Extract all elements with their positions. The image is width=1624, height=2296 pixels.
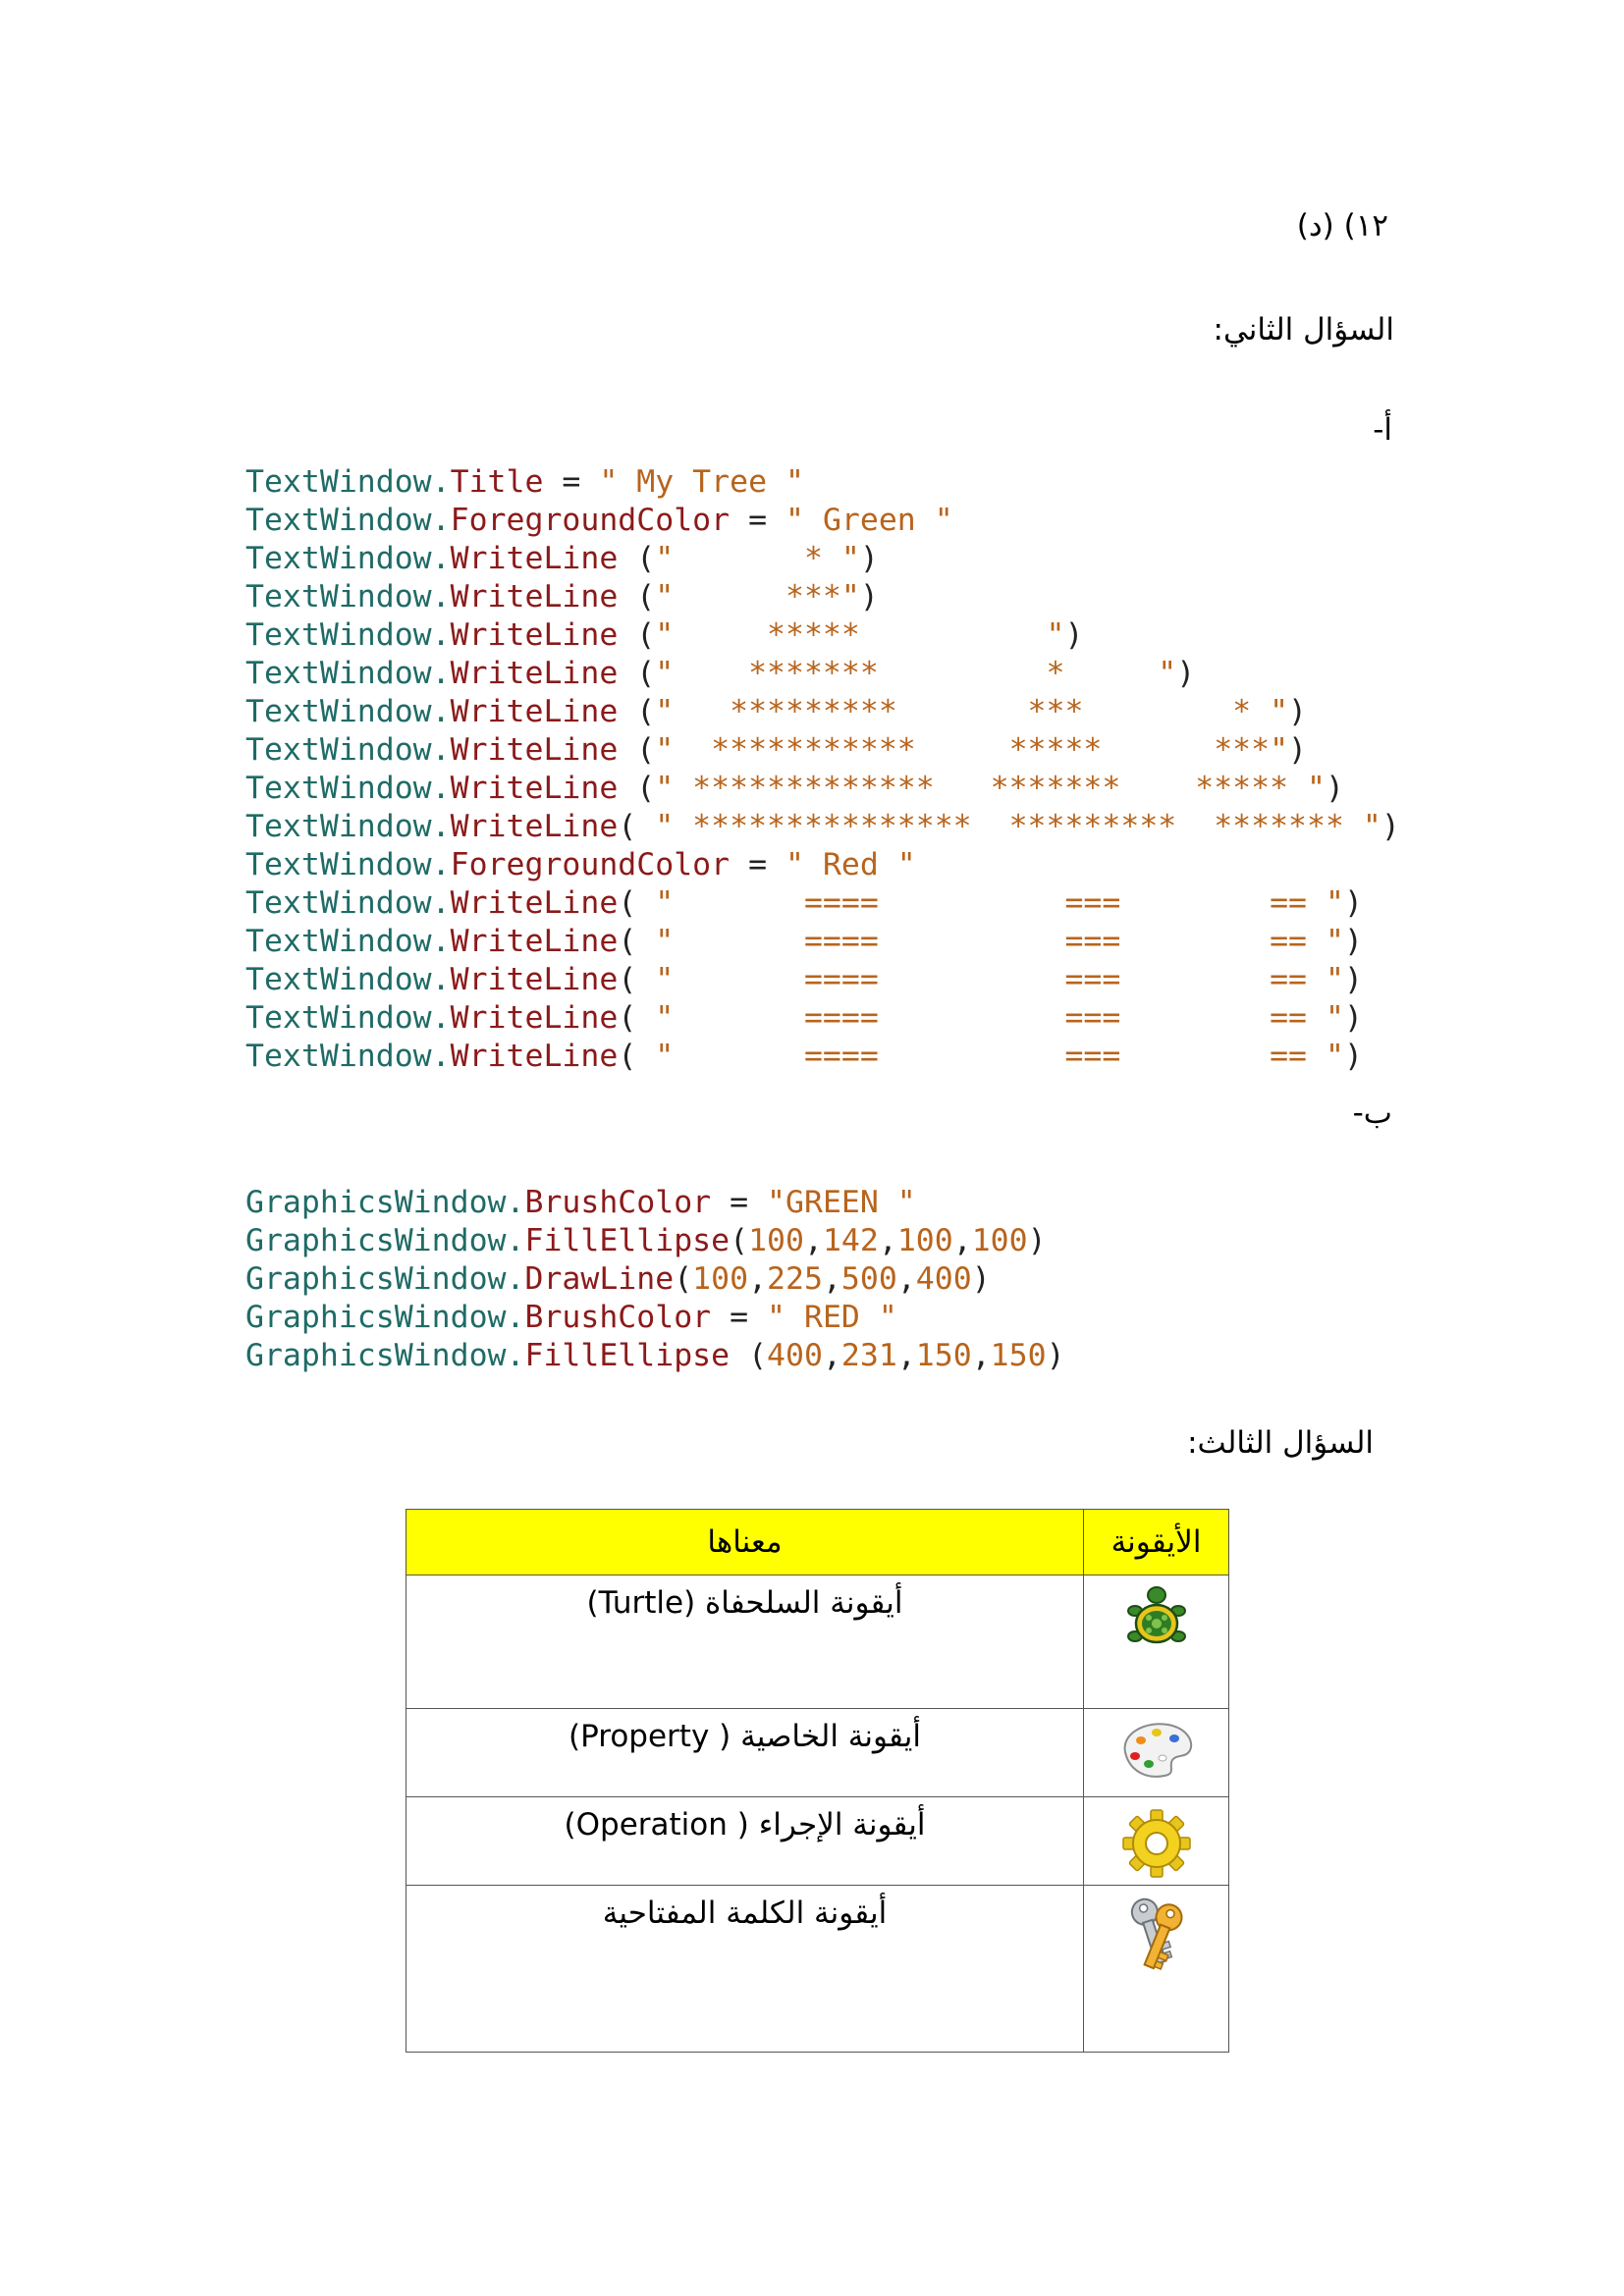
code-token: 100 (971, 1223, 1028, 1258)
code-token: TextWindow (245, 694, 432, 729)
code-token: TextWindow (245, 579, 432, 614)
code-token: . (506, 1223, 525, 1258)
code-token: ( (674, 1261, 693, 1297)
code-token: TextWindow (245, 1000, 432, 1036)
code-token: ( (730, 1338, 768, 1373)
code-token: ) (1176, 656, 1196, 691)
code-token: WriteLine (450, 962, 619, 997)
code-line (245, 846, 1400, 884)
code-token: " RED " (767, 1300, 897, 1335)
code-token: ( (618, 579, 656, 614)
code-token: GraphicsWindow (245, 1185, 507, 1220)
icon-cell (1084, 1709, 1229, 1797)
code-token: WriteLine (450, 579, 619, 614)
code-token: . (431, 1000, 451, 1036)
code-token: TextWindow (245, 464, 432, 500)
code-line (245, 731, 1400, 770)
question-ref: ١٢) (د) (1296, 208, 1388, 243)
code-token: DrawLine (524, 1261, 675, 1297)
code-token: ) (1325, 771, 1344, 806)
code-token: , (878, 1223, 897, 1258)
code-token: . (506, 1261, 525, 1297)
code-token: ) (971, 1261, 991, 1297)
code-token: = (543, 464, 600, 500)
code-token: GraphicsWindow (245, 1300, 507, 1335)
code-token: ) (1027, 1223, 1047, 1258)
code-token: = (711, 1185, 768, 1220)
code-line (245, 999, 1400, 1038)
code-token: 100 (748, 1223, 804, 1258)
meaning-cell: أيقونة الكلمة المفتاحية (406, 1886, 1084, 2053)
code-token: " ==== === == " (655, 1000, 1344, 1036)
code-token: TextWindow (245, 885, 432, 921)
code-token: 100 (692, 1261, 749, 1297)
code-token: FillEllipse (524, 1223, 731, 1258)
icon-cell (1084, 1575, 1229, 1709)
meaning-cell: أيقونة الإجراء ( Operation) (406, 1797, 1084, 1886)
code-token: " ==== === == " (655, 924, 1344, 959)
code-line (245, 1222, 1065, 1260)
code-token: " *************** ********* ******* " (655, 809, 1381, 844)
turtle-icon (1122, 1585, 1191, 1650)
code-token: ( (618, 617, 656, 653)
code-token: ) (1046, 1338, 1065, 1373)
code-token: ( (618, 771, 656, 806)
code-token: ( (618, 924, 656, 959)
code-token: . (506, 1185, 525, 1220)
code-token: " ==== === == " (655, 1039, 1344, 1074)
code-token: ForegroundColor (450, 503, 731, 538)
meaning-cell: أيقونة الخاصية ( Property) (406, 1709, 1084, 1797)
code-line (245, 616, 1400, 655)
code-token: WriteLine (450, 771, 619, 806)
code-token: . (431, 464, 451, 500)
code-token: TextWindow (245, 809, 432, 844)
header-meaning-column: معناها (406, 1510, 1084, 1575)
code-token: , (896, 1261, 916, 1297)
part-a-label: أ- (1373, 412, 1392, 448)
code-token: , (748, 1261, 768, 1297)
code-token: ( (618, 732, 656, 768)
code-token: . (431, 579, 451, 614)
code-token: ( (618, 962, 656, 997)
code-token: . (431, 962, 451, 997)
code-token: . (431, 847, 451, 882)
code-token: , (822, 1338, 841, 1373)
table-row (406, 1575, 1229, 1709)
code-token: ( (618, 1000, 656, 1036)
gear-icon (1120, 1807, 1193, 1880)
code-token: ) (1380, 809, 1400, 844)
code-token: " Green " (785, 503, 953, 538)
code-token: TextWindow (245, 617, 432, 653)
code-token: ) (1343, 1039, 1363, 1074)
code-token: ) (1343, 924, 1363, 959)
code-token: " *********** ***** ***" (655, 732, 1289, 768)
code-token: FillEllipse (524, 1338, 731, 1373)
code-token: WriteLine (450, 1000, 619, 1036)
code-token: TextWindow (245, 847, 432, 882)
code-token: WriteLine (450, 694, 619, 729)
code-token: ( (730, 1223, 749, 1258)
code-token: GraphicsWindow (245, 1338, 507, 1373)
code-token: TextWindow (245, 771, 432, 806)
code-line (245, 1184, 1065, 1222)
code-token: " * " (655, 541, 860, 576)
code-token: " ==== === == " (655, 885, 1344, 921)
code-token: ( (618, 541, 656, 576)
code-token: WriteLine (450, 656, 619, 691)
code-token: TextWindow (245, 962, 432, 997)
code-token: ) (1288, 732, 1308, 768)
code-token: 142 (822, 1223, 879, 1258)
code-token: . (431, 694, 451, 729)
code-token: . (431, 503, 451, 538)
code-token: . (431, 885, 451, 921)
code-token: GraphicsWindow (245, 1261, 507, 1297)
code-token: TextWindow (245, 1039, 432, 1074)
code-token: , (971, 1338, 991, 1373)
code-token: "GREEN " (767, 1185, 916, 1220)
code-token: ) (859, 541, 879, 576)
table-header-row (406, 1510, 1229, 1575)
code-token: ( (618, 885, 656, 921)
icons-table (406, 1509, 1229, 2053)
part-b-label: ب- (1352, 1095, 1392, 1131)
code-token: 150 (990, 1338, 1047, 1373)
code-token: TextWindow (245, 541, 432, 576)
code-token: WriteLine (450, 617, 619, 653)
code-line (245, 1337, 1065, 1375)
code-token: . (431, 541, 451, 576)
table-row (406, 1797, 1229, 1886)
header-icon-column: الأيقونة (1084, 1510, 1229, 1575)
code-token: ) (1343, 1000, 1363, 1036)
code-line (245, 1038, 1400, 1076)
code-token: " Red " (785, 847, 916, 882)
code-token: " My Tree " (599, 464, 804, 500)
code-token: , (896, 1338, 916, 1373)
code-token: WriteLine (450, 732, 619, 768)
code-token: . (431, 771, 451, 806)
palette-icon (1117, 1719, 1196, 1780)
code-token: . (506, 1300, 525, 1335)
code-token: = (730, 847, 786, 882)
code-token: . (431, 656, 451, 691)
meaning-cell: أيقونة السلحفاة (Turtle) (406, 1575, 1084, 1709)
code-line (245, 1260, 1065, 1299)
code-token: BrushColor (524, 1185, 712, 1220)
code-token: , (803, 1223, 823, 1258)
code-line (245, 1299, 1065, 1337)
code-line (245, 502, 1400, 540)
table-row (406, 1709, 1229, 1797)
code-token: 100 (896, 1223, 953, 1258)
code-token: 150 (915, 1338, 972, 1373)
code-block-text-window (245, 463, 1400, 1076)
icon-cell (1084, 1797, 1229, 1886)
code-token: TextWindow (245, 924, 432, 959)
code-token: ) (1343, 885, 1363, 921)
code-token: WriteLine (450, 809, 619, 844)
code-line (245, 808, 1400, 846)
code-line (245, 884, 1400, 923)
code-token: GraphicsWindow (245, 1223, 507, 1258)
code-token: WriteLine (450, 541, 619, 576)
code-token: " ***" (655, 579, 860, 614)
code-token: BrushColor (524, 1300, 712, 1335)
code-token: , (952, 1223, 972, 1258)
code-token: ) (1288, 694, 1308, 729)
code-token: ) (1064, 617, 1084, 653)
code-token: = (730, 503, 786, 538)
code-token: TextWindow (245, 656, 432, 691)
code-token: 400 (767, 1338, 823, 1373)
code-token: " ************* ******* ***** " (655, 771, 1326, 806)
code-token: . (506, 1338, 525, 1373)
keys-icon (1122, 1896, 1191, 1980)
code-token: . (431, 924, 451, 959)
code-token: ( (618, 809, 656, 844)
icon-cell (1084, 1886, 1229, 2053)
code-token: TextWindow (245, 732, 432, 768)
code-token: " ******* * " (655, 656, 1177, 691)
code-token: 225 (767, 1261, 823, 1297)
code-token: 231 (840, 1338, 897, 1373)
code-line (245, 655, 1400, 693)
code-line (245, 463, 1400, 502)
code-token: = (711, 1300, 768, 1335)
code-line (245, 540, 1400, 578)
code-line (245, 770, 1400, 808)
code-token: , (822, 1261, 841, 1297)
code-token: ) (859, 579, 879, 614)
code-token: Title (450, 464, 544, 500)
code-token: ) (1343, 962, 1363, 997)
code-token: 500 (840, 1261, 897, 1297)
table-row (406, 1886, 1229, 2053)
code-token: . (431, 809, 451, 844)
code-token: ( (618, 656, 656, 691)
code-token: . (431, 732, 451, 768)
code-token: ForegroundColor (450, 847, 731, 882)
code-token: TextWindow (245, 503, 432, 538)
code-token: " ********* *** * " (655, 694, 1289, 729)
code-token: . (431, 1039, 451, 1074)
code-line (245, 961, 1400, 999)
code-token: WriteLine (450, 1039, 619, 1074)
code-token: WriteLine (450, 924, 619, 959)
code-token: . (431, 617, 451, 653)
code-token: " ==== === == " (655, 962, 1344, 997)
question3-title: السؤال الثالث: (1187, 1425, 1374, 1461)
code-token: ( (618, 694, 656, 729)
code-line (245, 923, 1400, 961)
code-token: ( (618, 1039, 656, 1074)
code-token: WriteLine (450, 885, 619, 921)
code-token: " ***** " (655, 617, 1065, 653)
code-line (245, 578, 1400, 616)
question2-title: السؤال الثاني: (1213, 312, 1394, 347)
code-line (245, 693, 1400, 731)
code-token: 400 (915, 1261, 972, 1297)
code-block-graphics-window (245, 1184, 1065, 1375)
